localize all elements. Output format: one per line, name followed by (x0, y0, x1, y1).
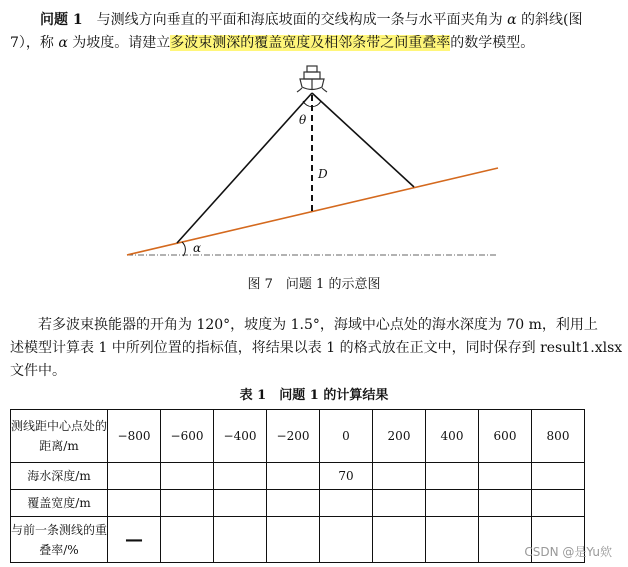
table-cell (161, 490, 214, 517)
table-cell (426, 517, 479, 563)
table-cell (267, 517, 320, 563)
table-cell (426, 463, 479, 490)
table-cell (108, 463, 161, 490)
table-cell (214, 490, 267, 517)
table-cell: 70 (320, 463, 373, 490)
table-cell (532, 490, 585, 517)
row-header: 与前一条测线的重叠率/% (11, 517, 108, 563)
table-cell (373, 463, 426, 490)
table-cell: — (108, 517, 161, 563)
results-table (10, 409, 585, 563)
table-cell: −200 (267, 410, 320, 463)
problem-text: 的斜线(图 (521, 12, 583, 28)
depth-label: D (318, 167, 328, 181)
table-cell (532, 463, 585, 490)
row-header: 覆盖宽度/m (11, 490, 108, 517)
table-cell (161, 463, 214, 490)
paragraph-line: 述模型计算表 1 中所列位置的指标值，将结果以表 1 的格式放在正文中，同时保存到 result1.xlsx (10, 340, 623, 356)
problem-text: 与测线方向垂直的平面和海底坡面的交线构成一条与水平面夹角为 (96, 12, 503, 28)
problem-text: 7），称 (10, 35, 54, 51)
watermark: CSDN @是Yu欸 (524, 545, 612, 559)
table-cell (479, 490, 532, 517)
table-cell: 800 (532, 410, 585, 463)
table-cell: 400 (426, 410, 479, 463)
table-cell (161, 517, 214, 563)
ship-icon (297, 66, 327, 92)
row-header: 测线距中心点处的距离/m (11, 410, 108, 463)
alpha-symbol: α (507, 12, 517, 28)
alpha-arc (182, 242, 185, 256)
table-cell: −800 (108, 410, 161, 463)
table-title: 表 1 问题 1 的计算结果 (239, 388, 389, 403)
table-row (11, 410, 585, 463)
table-cell (373, 490, 426, 517)
table-cell (108, 490, 161, 517)
table-row (11, 517, 585, 563)
table-cell (373, 517, 426, 563)
table-cell: 200 (373, 410, 426, 463)
problem-text: 的数学模型。 (450, 35, 535, 51)
alpha-symbol: α (58, 35, 68, 51)
figure-caption: 图 7 问题 1 的示意图 (247, 277, 381, 292)
table-cell (320, 517, 373, 563)
table-cell (214, 517, 267, 563)
row-header: 海水深度/m (11, 463, 108, 490)
table-row (11, 490, 585, 517)
theta-label: θ (299, 113, 307, 127)
table-cell: 0 (320, 410, 373, 463)
alpha-label: α (193, 241, 202, 255)
paragraph-line: 文件中。 (10, 363, 66, 379)
table-cell: −600 (161, 410, 214, 463)
problem-text: 为坡度。请建立 (72, 35, 171, 51)
problem-label: 问题 1 (40, 12, 83, 28)
table-cell (214, 463, 267, 490)
paragraph-line: 若多波束换能器的开角为 120°，坡度为 1.5°，海域中心点处的海水深度为 70 m，利用上 (38, 317, 598, 333)
table-cell (267, 490, 320, 517)
highlighted-text: 多波束测深的覆盖宽度及相邻条带之间重叠率 (170, 35, 451, 51)
table-row (11, 463, 585, 490)
table-cell (426, 490, 479, 517)
left-beam-line (177, 93, 312, 243)
table-cell (479, 463, 532, 490)
table-cell: −400 (214, 410, 267, 463)
table-cell: 600 (479, 410, 532, 463)
table-cell (267, 463, 320, 490)
table-cell (320, 490, 373, 517)
